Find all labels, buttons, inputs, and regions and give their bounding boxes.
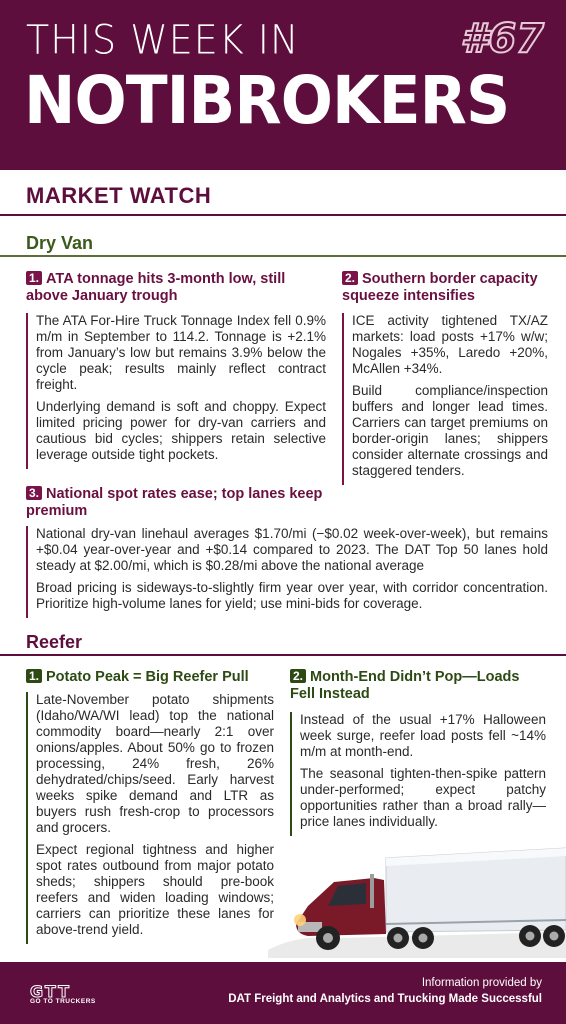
- logo-tagline: GO TO TRUCKERS: [30, 998, 96, 1005]
- gtt-logo: [28, 978, 108, 1010]
- issue-number: #67: [460, 16, 544, 62]
- footer-bar: [0, 962, 566, 1024]
- dry-van-article-1-title: [26, 271, 326, 305]
- reefer-heading: Reefer: [26, 632, 83, 652]
- header-banner: [0, 0, 566, 170]
- reefer-rule: [0, 654, 566, 656]
- dry-van-article-2-body: [342, 313, 548, 485]
- paragraph: Late-November potato shipments (Idaho/WA/WI lead) top the national commodity board—nearly 2:1 over onions/apples. About 50% go to frozen processing, 24% fresh, 26% dehydrated/chips/seed. Early harvest weeks spike demand and LTR as buyers rush fresh-crop to processors and grocers.: [36, 692, 274, 835]
- reefer-article-2-title: [290, 669, 542, 703]
- article-title-text: Potato Peak = Big Reefer Pull: [46, 669, 249, 685]
- credit-line-2: DAT Freight and Analytics and Trucking Made Successful: [228, 993, 542, 1005]
- reefer-truck-image: [268, 846, 566, 958]
- article-title-text: National spot rates ease; top lanes keep premium: [26, 486, 323, 519]
- reefer-article-1-body: [26, 692, 274, 944]
- dry-van-rule: [0, 255, 566, 257]
- market-watch-rule: [0, 214, 566, 216]
- paragraph: Broad pricing is sideways-to-slightly firm year over year, with corridor concentration. Prioritize high-volume lanes for yield; use mini-bids for coverage.: [36, 580, 548, 611]
- article-title-text: Southern border capacity squeeze intensifies: [342, 271, 538, 304]
- article-title-text: Month-End Didn’t Pop—Loads Fell Instead: [290, 669, 520, 702]
- paragraph: Expect regional tightness and higher spot rates outbound from major potato sheds; shippers should pre-book reefers and widen loading windows; carriers can prioritize these lanes for above-trend yield.: [36, 842, 274, 937]
- dry-van-article-3-body: [26, 526, 548, 618]
- paragraph: The seasonal tighten-then-spike pattern under-performed; expect patchy opportunities rather than a broad rally—price lanes individually.: [300, 766, 546, 829]
- article-number: 1.: [26, 271, 42, 285]
- dry-van-article-1-body: [26, 313, 326, 469]
- reefer-article-1-title: [26, 669, 286, 686]
- article-title-text: ATA tonnage hits 3-month low, still above January trough: [26, 271, 286, 304]
- paragraph: Underlying demand is soft and choppy. Expect limited pricing power for dry-van carriers and cautious bid cycles; shippers retain selective leverage outside tight pockets.: [36, 399, 326, 462]
- paragraph: National dry-van linehaul averages $1.70/mi (−$0.02 week-over-week), but remains +$0.04 year-over-year and +$0.14 compared to 2023. The DAT Top 50 lanes hold steady at $2.00/mi, which is $0.28/mi above the national average: [36, 526, 548, 573]
- credit-line-1: Information provided by: [421, 977, 542, 989]
- dry-van-article-2-title: [342, 271, 546, 305]
- article-number: 3.: [26, 486, 42, 500]
- article-number: 2.: [342, 271, 358, 285]
- reefer-article-2-body: [290, 712, 546, 836]
- paragraph: Instead of the usual +17% Halloween week surge, reefer load posts fell ~14% m/m at month-end.: [300, 712, 546, 759]
- header-line1: THIS WEEK IN: [26, 16, 300, 64]
- paragraph: Build compliance/inspection buffers and longer lead times. Carriers can target premiums on border-origin lanes; shippers consider alternate crossings and staggered tenders.: [352, 383, 548, 478]
- article-number: 2.: [290, 669, 306, 683]
- header-title: NOTIBROKERS: [24, 62, 510, 139]
- paragraph: ICE activity tightened TX/AZ markets: load posts +17% w/w; Nogales +35%, Laredo +20%, McAllen +34%.: [352, 313, 548, 376]
- dry-van-heading: Dry Van: [26, 233, 94, 253]
- paragraph: The ATA For-Hire Truck Tonnage Index fell 0.9% m/m in September to 114.2. Tonnage is +2.1% from January’s low but remains 3.9% below the cycle peak; results mainly reflect contract freight.: [36, 313, 326, 392]
- logo-mark: GTT: [30, 982, 72, 1001]
- article-number: 1.: [26, 669, 42, 683]
- dry-van-article-3-title: [26, 486, 326, 520]
- market-watch-heading: MARKET WATCH: [26, 183, 212, 208]
